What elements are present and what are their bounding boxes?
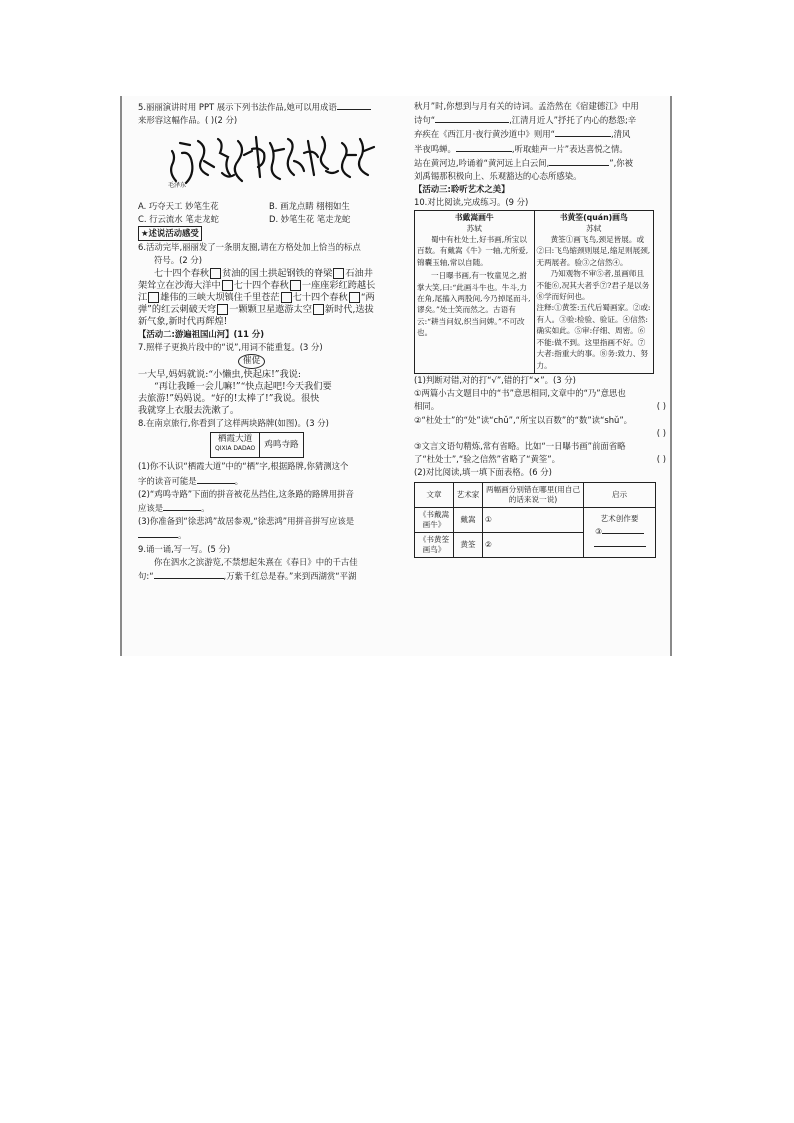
svg-text:毛泽东: 毛泽东 bbox=[168, 182, 187, 190]
answer-blank[interactable] bbox=[456, 142, 512, 152]
passage-b: 书黄筌(quán)画鸟 苏轼 黄筌①画飞鸟,颈足皆展。或②曰:飞鸟缩颈则展足,缩足则展颈,无两展者。验③之信然④。 乃知观物不审⑤者,虽画师且不能⑥,况其大者乎⑦?君子是以务⑧学而好问也。 注释:①黄筌:五代后蜀画家。②或:有人。③验:检验、验证。④信然:确实如此。⑤审:仔细、周密。⑥不能:做不到。这里指画不好。⑦大者:指重大的事。⑧务:致力、努力。 bbox=[534, 210, 654, 373]
road-sign-qixia: 栖霞大道 QIXIA DADAO bbox=[211, 433, 260, 457]
q10-1: (1)判断对错,对的打“√”,错的打“×”。(3 分) bbox=[414, 374, 576, 385]
q7-prompt: 7.照样子更换片段中的“说”,用词不能重复。(3 分) bbox=[138, 341, 323, 352]
q10-2: (2)对比阅读,填一填下面表格。(6 分) bbox=[414, 467, 552, 478]
punct-box[interactable] bbox=[281, 292, 292, 303]
answer-paren[interactable]: ( ) bbox=[656, 427, 666, 438]
punct-box[interactable] bbox=[210, 268, 221, 279]
q5-option-a[interactable]: A. 巧夺天工 妙笔生花 bbox=[138, 200, 219, 211]
q5-option-c[interactable]: C. 行云流水 笔走龙蛇 bbox=[138, 213, 219, 224]
punct-box[interactable] bbox=[333, 268, 344, 279]
punct-box[interactable] bbox=[217, 304, 228, 315]
passage-a: 书戴嵩画牛 苏轼 蜀中有杜处士,好书画,所宝以百数。有戴嵩《牛》一轴,尤所爱,锦囊玉轴,常以自随。 一日曝书画,有一牧童见之,拊掌大笑,曰:“此画斗牛也。牛斗,力在角,尾搐入两股间,今乃掉尾而斗,谬矣。”处士笑而然之。古语有云:“耕当问奴,织当问婢。”不可改也。 bbox=[415, 210, 535, 373]
punct-box[interactable] bbox=[148, 292, 159, 303]
calligraphy-image bbox=[166, 131, 386, 193]
road-sign-jiming: 鸡鸣寺路 bbox=[264, 440, 299, 451]
q8-1: (1)你不认识“栖霞大道”中的“栖”字,根据路牌,你猜测这个 bbox=[138, 461, 349, 472]
answer-blank[interactable] bbox=[555, 127, 611, 137]
example-word-circled: 催促 bbox=[238, 354, 265, 369]
answer-blank[interactable] bbox=[163, 501, 201, 511]
scanned-page bbox=[120, 96, 672, 656]
punct-box[interactable] bbox=[349, 292, 360, 303]
punct-box[interactable] bbox=[290, 280, 301, 291]
comparison-table bbox=[414, 482, 656, 558]
punct-box[interactable] bbox=[222, 280, 233, 291]
answer-paren[interactable]: ( ) bbox=[656, 401, 666, 412]
answer-blank[interactable] bbox=[549, 156, 609, 166]
q6-passage: 七十四个春秋 贫油的国土拱起钢铁的脊梁 石油井 架耸立在沙海大洋中 七十四个春秋 一座座彩红跨越长 江 雄伟的三峡大坝镇住千里苍茫 七十四个春秋 “两 弹”的红云刺破天穹 一颗颗卫星遨游太空 新时代,迭拔 新气象,新时代再辉煌! bbox=[138, 267, 376, 327]
answer-blank[interactable] bbox=[138, 528, 178, 538]
q8-3: (3)你准备到“徐悲鸿”故居参观,“徐悲鸿”用拼音拼写应该是 bbox=[138, 516, 355, 527]
road-signs bbox=[210, 432, 304, 458]
answer-blank[interactable] bbox=[197, 474, 235, 484]
q8-prompt: 8.在南京旅行,你看到了这样两块路牌(如图)。(3 分) bbox=[138, 418, 329, 429]
insight-cell[interactable]: 艺术创作要 ③ bbox=[584, 507, 656, 557]
left-column: 5.丽丽演讲时用 PPT 展示下列书法作品,她可以用成语 来形容这幅作品。( )(2 分) 毛泽东 A. 巧夺天工 妙笔生花 B. 画龙点睛 栩栩如生 C. 行云流水 笔走龙蛇 D. 妙笔生花 笔走龙蛇 ★述说活动感受 6.活动完毕,丽丽发了一条朋友圈,请在方格处加上恰当的标点 符号。(2 分) 七十四个春秋 贫油的国土拱起钢铁的脊梁 石油井 架耸立在沙海大洋中 七十四个春秋 一座座彩红跨越长 江 雄伟的三峡大坝镇住千里苍茫 七十四个春秋 “两 弹”的红云刺破天穹 一颗颗卫星遨游太空 新时代,迭拔 新气象,新时代再辉煌! 【活动二:游遍祖国山河】(11 分) 7.照样子更换片段中的“说”,用词不能重复。(3 分) 催促 一大早,妈妈就说:“小懒虫,快起床!”我说: “再让我睡一会儿嘛!”“快点起吧!今天我们要 去旅游!”妈妈说。“好的!太棒了!”我说。很快 我就穿上衣服去洗漱了。 8.在南京旅行,你看到了这样两块路牌(如图)。(3 分) 栖霞大道 QIXIA DADAO 鸡鸣寺路 (1)你不认识“栖霞大道”中的“栖”字,根据路牌,你猜测这个 字的读音可能是 。 (2)“鸡鸣寺路”下面的拼音被花丛挡住,这条路的路牌用拼音 应该是 。 (3)你准备到“徐悲鸿”故居参观,“徐悲鸿”用拼音拼写应该是 。 9.诵一诵,写一写。(5 分) 你在泗水之滨游览,不禁想起朱熹在《春日》中的千古佳 句:“ ,万紫千红总是春。”来到西湖赏“平湖 bbox=[138, 100, 400, 583]
table-row: 《书黄筌画鸟》 黄筌 ② bbox=[415, 532, 656, 557]
punct-box[interactable] bbox=[313, 304, 324, 315]
activity-2-heading: 【活动二:游遍祖国山河】(11 分) bbox=[138, 328, 265, 339]
q10-prompt: 10.对比阅读,完成练习。(9 分) bbox=[414, 197, 529, 208]
q7-passage: 一大早,妈妈就说:“小懒虫,快起床!”我说: “再让我睡一会儿嘛!”“快点起吧!今天我们要 去旅游!”妈妈说。“好的!太棒了!”我说。很快 我就穿上衣服去洗漱了。 bbox=[138, 369, 332, 417]
answer-blank[interactable] bbox=[154, 569, 224, 579]
q5-prompt: 5.丽丽演讲时用 PPT 展示下列书法作品,她可以用成语 bbox=[138, 100, 400, 114]
answer-blank[interactable] bbox=[435, 113, 509, 123]
q5-option-b[interactable]: B. 画龙点睛 栩栩如生 bbox=[269, 200, 350, 211]
table-header-row: 文章 艺术家 两幅画分别错在哪里(用自己的话来说一说) 启示 bbox=[415, 482, 656, 507]
table-row: 《书戴嵩画牛》 戴嵩 ① 艺术创作要 ③ bbox=[415, 507, 656, 532]
q6-prompt-2: 符号。(2 分) bbox=[154, 255, 203, 266]
q5-options bbox=[138, 200, 400, 226]
activity-3-heading: 【活动三:聆听艺术之美】 bbox=[414, 184, 510, 195]
q5-prompt-2: 来形容这幅作品。( )(2 分) bbox=[138, 115, 238, 126]
section-share-feelings: ★述说活动感受 bbox=[138, 226, 202, 241]
right-column: 秋月”时,你想到与月有关的诗词。孟浩然在《宿建德江》中用 诗句“ ,江清月近人”抒托了内心的愁怨;辛 弃疾在《西江月·夜行黄沙道中》则用“ ,清风 半夜鸣蝉。 ,听取蛙声一片”表达喜悦之情。 站在黄河边,吟诵着“黄河远上白云间, ”,你被 刘禹锡那积极向上、乐观豁达的心态所感染。 【活动三:聆听艺术之美】 10.对比阅读,完成练习。(9 分) 书戴嵩画牛 苏轼 蜀中有杜处士,好书画,所宝以百数。有戴嵩《牛》一轴,尤所爱,锦囊玉轴,常以自随。 一日曝书画,有一牧童见之,拊掌大笑,曰:“此画斗牛也。牛斗,力在角,尾搐入两股间,今乃掉尾而斗,谬矣。”处士笑而然之。古语有云:“耕当问奴,织当问婢。”不可改也。 书黄筌(quán)画鸟 苏轼 黄筌①画飞鸟,颈足皆展。或②曰:飞鸟缩颈则展足,缩足则展颈,无两展者。验③之信然④。 乃知观物不审⑤者,虽画师且不能⑥,况其大者乎⑦?君子是以务⑧学而好问也。 注释:①黄筌:五代后蜀画家。②或:有人。③验:检验、验证。④信然:确实如此。⑤审:仔细、周密。⑥不能:做不到。这里指画不好。⑦大者:指重大的事。⑧务:致力、努力。 (1)判断对错,对的打“√”,错的打“×”。(3 分) ①两篇小古文题目中的“书”意思相同,文章中的“乃”意思也 相同。 ( ) ②“杜处士”的“处”读“chǔ”,“所宝以百数”的“数”读“shǔ”。 ( ) ③文言文语句精炼,常有省略。比如“一日曝书画”前面省略 了“杜处士”,“验之信然”省略了“黄筌”。 ( ) (2)对比阅读,填一填下面表格。(6 分) 文章 艺术家 两幅画分别错在哪里(用自己的话来说一说) 启示 《书戴嵩画牛》 戴嵩 ① 艺术创作要 ③ 《书黄筌画鸟》 黄筌 ② bbox=[414, 100, 666, 558]
reading-passages bbox=[414, 210, 654, 374]
q6-prompt: 6.活动完毕,丽丽发了一条朋友圈,请在方格处加上恰当的标点 bbox=[138, 242, 361, 253]
q9-prompt: 9.诵一诵,写一写。(5 分) bbox=[138, 543, 231, 554]
answer-paren[interactable]: ( ) bbox=[656, 454, 666, 465]
q5-option-d[interactable]: D. 妙笔生花 笔走龙蛇 bbox=[269, 213, 351, 224]
q8-2: (2)“鸡鸣寺路”下面的拼音被花丛挡住,这条路的路牌用拼音 bbox=[138, 488, 354, 499]
